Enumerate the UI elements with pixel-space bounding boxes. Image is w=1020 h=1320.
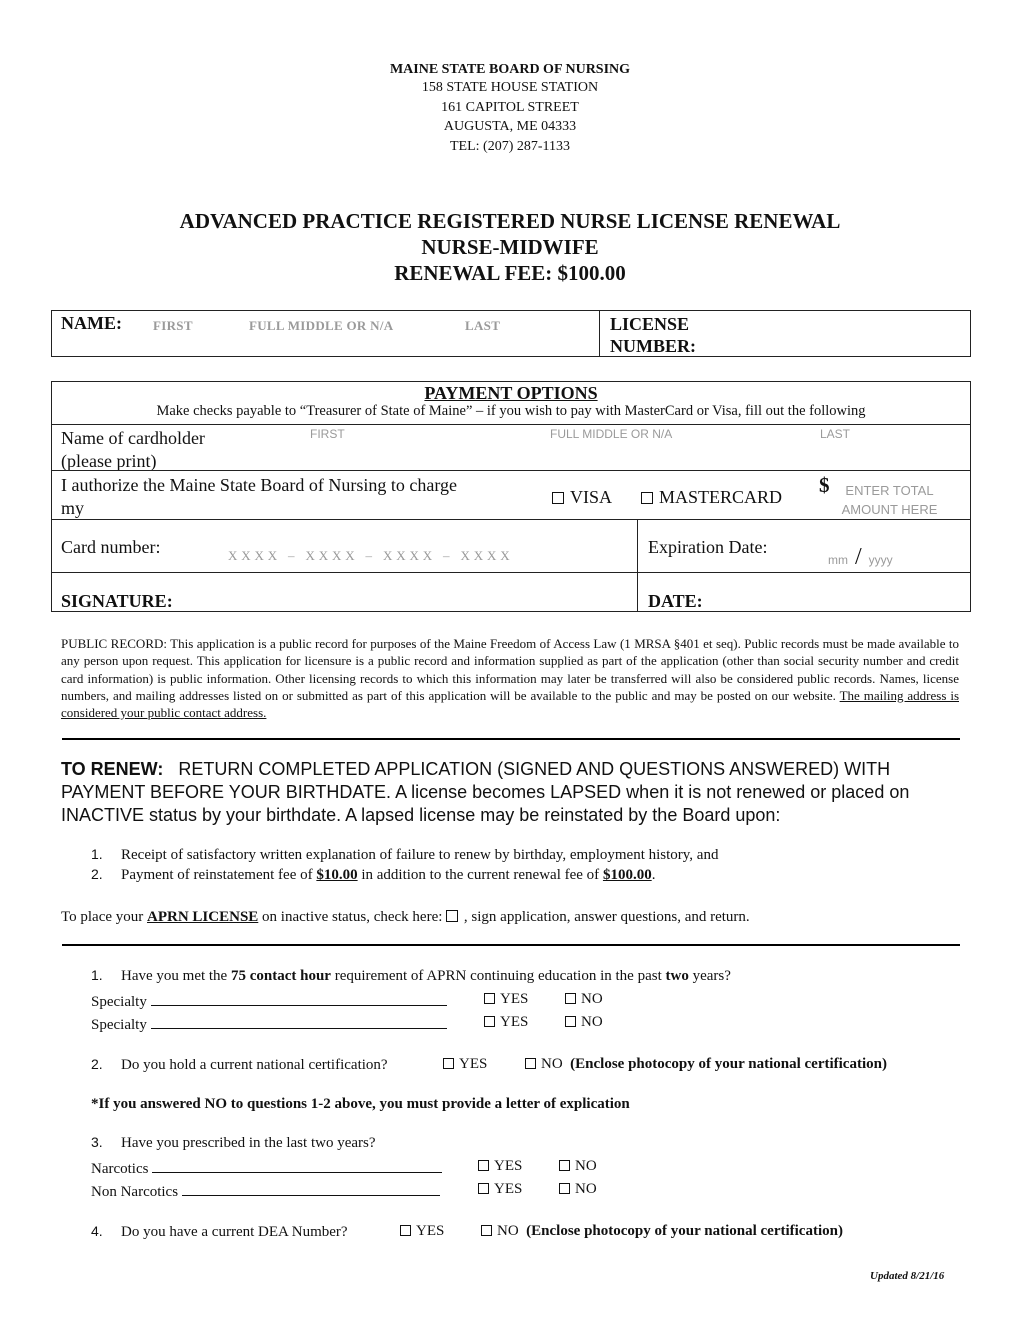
dollar-sign: $ xyxy=(819,473,830,497)
yes-label: YES xyxy=(494,1181,523,1197)
specialty-label: Specialty xyxy=(91,994,147,1010)
q1-text-mid: requirement of APRN continuing education in the past xyxy=(330,968,666,984)
question-1 xyxy=(91,967,731,985)
row-divider xyxy=(51,519,971,520)
cardholder-first-placeholder: FIRST xyxy=(310,427,345,441)
card-number-input[interactable]: X X X X – X X X X – X X X X – X X X X xyxy=(228,548,510,563)
no-checkbox[interactable] xyxy=(565,993,576,1004)
item-text: Payment of reinstatement fee of xyxy=(121,867,317,883)
specialty-2-yes[interactable] xyxy=(484,1014,528,1031)
authorize-line-2: my xyxy=(61,498,85,518)
renew-label: TO RENEW: xyxy=(61,759,164,779)
q2-yes[interactable] xyxy=(443,1056,487,1073)
renew-item-2 xyxy=(91,866,655,884)
title-line-2: NURSE-MIDWIFE xyxy=(421,235,599,259)
non-narcotics-row xyxy=(91,1181,440,1201)
form-title xyxy=(0,208,1020,286)
no-answer-note: *If you answered NO to questions 1-2 above, you must provide a letter of explication xyxy=(91,1096,630,1112)
row-divider xyxy=(51,470,971,471)
exp-month-placeholder: mm xyxy=(828,553,848,567)
specialty-input[interactable] xyxy=(151,1014,447,1029)
public-record-text: PUBLIC RECORD: This application is a public record for purposes of the Maine Freedom of Access Law (1 MRSA §401 et seq). Public records must be made available to any person upon request. This application for licensure is a public record and information supplied as part of the application (other than social security number and credit card information) is public information. Other licensing records to which this information may later be transferred will also be considered public records. Names, license numbers, and mailing addresses listed on or submitted as part of this application will be available to the public and may be posted on our website. xyxy=(61,636,959,703)
q4-text: Do you have a current DEA Number? xyxy=(121,1224,348,1240)
q1-bold: 75 contact hour xyxy=(230,968,331,984)
item-number: 1. xyxy=(91,846,103,862)
inactive-status-line xyxy=(61,909,750,926)
narcotics-no[interactable] xyxy=(559,1158,597,1175)
visa-option[interactable] xyxy=(552,487,612,508)
specialty-2-no[interactable] xyxy=(565,1014,603,1031)
q1-bold-2: two xyxy=(665,968,689,984)
question-2 xyxy=(91,1056,388,1074)
row-divider xyxy=(51,424,971,425)
expiration-label: Expiration Date: xyxy=(648,537,768,557)
question-3 xyxy=(91,1134,376,1152)
renew-text: RETURN COMPLETED APPLICATION (SIGNED AND QUESTIONS ANSWERED) WITH PAYMENT BEFORE YOUR BIRTHDATE. A license becomes LAPSED when it is not renewed or placed on INACTIVE status by your birthdate. A lapsed license may be reinstated by the Board upon: xyxy=(61,759,910,825)
yes-label: YES xyxy=(500,1014,529,1030)
inactive-pre: To place your xyxy=(61,909,148,925)
yes-checkbox[interactable] xyxy=(400,1225,411,1236)
non-narcotics-label: Non Narcotics xyxy=(91,1184,179,1200)
middle-placeholder: FULL MIDDLE OR N/A xyxy=(249,318,394,333)
item-number: 2. xyxy=(91,866,103,882)
title-line-1: ADVANCED PRACTICE REGISTERED NURSE LICENSE RENEWAL xyxy=(179,209,841,233)
visa-checkbox[interactable] xyxy=(552,492,564,504)
org-name: MAINE STATE BOARD OF NURSING xyxy=(389,62,631,77)
public-record-notice xyxy=(61,635,959,721)
no-label: NO xyxy=(575,1181,597,1197)
public-contact-note: The mailing address is considered your public contact address. xyxy=(61,687,959,721)
no-checkbox[interactable] xyxy=(481,1225,492,1236)
yes-label: YES xyxy=(459,1056,488,1072)
narcotics-yes[interactable] xyxy=(478,1158,522,1175)
specialty-label: Specialty xyxy=(91,1017,147,1033)
narcotics-input[interactable] xyxy=(152,1158,442,1173)
no-checkbox[interactable] xyxy=(525,1058,536,1069)
specialty-1-yes[interactable] xyxy=(484,991,528,1008)
no-checkbox[interactable] xyxy=(559,1183,570,1194)
signature-input[interactable] xyxy=(190,576,630,610)
signature-label: SIGNATURE: xyxy=(61,591,173,611)
exp-year-placeholder: yyyy xyxy=(868,553,893,567)
specialty-row-2 xyxy=(91,1014,447,1034)
mastercard-label: MASTERCARD xyxy=(659,487,783,507)
row-divider xyxy=(51,572,971,573)
date-label: DATE: xyxy=(648,591,703,611)
license-number-label xyxy=(610,313,696,357)
address-line-2: 161 CAPITOL STREET xyxy=(441,99,579,115)
mastercard-checkbox[interactable] xyxy=(641,492,653,504)
mastercard-option[interactable] xyxy=(641,487,782,508)
visa-label: VISA xyxy=(570,487,613,507)
yes-label: YES xyxy=(494,1158,523,1174)
specialty-1-no[interactable] xyxy=(565,991,603,1008)
license-label-1: LICENSE xyxy=(610,314,690,334)
q3-text: Have you prescribed in the last two years? xyxy=(121,1135,376,1151)
q4-note: (Enclose photocopy of your national certification) xyxy=(526,1223,843,1239)
yes-checkbox[interactable] xyxy=(443,1058,454,1069)
address-line-1: 158 STATE HOUSE STATION xyxy=(421,80,599,95)
updated-date: Updated 8/21/16 xyxy=(870,1270,945,1282)
question-number: 3. xyxy=(91,1134,103,1150)
column-divider xyxy=(637,519,638,612)
no-label: NO xyxy=(581,991,603,1007)
expiration-input[interactable] xyxy=(828,544,893,571)
question-4 xyxy=(91,1223,348,1241)
q2-text: Do you hold a current national certification? xyxy=(121,1057,388,1073)
narcotics-row xyxy=(91,1158,442,1178)
no-checkbox[interactable] xyxy=(559,1160,570,1171)
item-text-end: . xyxy=(651,867,656,883)
divider xyxy=(599,310,600,357)
specialty-input[interactable] xyxy=(151,991,447,1006)
payment-heading: PAYMENT OPTIONS xyxy=(424,383,598,403)
first-placeholder: FIRST xyxy=(153,318,193,333)
license-label-2: NUMBER: xyxy=(610,336,696,356)
cardholder-middle-placeholder: FULL MIDDLE OR N/A xyxy=(550,427,673,441)
inactive-checkbox[interactable] xyxy=(446,910,458,922)
no-label: NO xyxy=(497,1223,519,1239)
address-city: AUGUSTA, ME 04333 xyxy=(443,119,577,134)
question-number: 4. xyxy=(91,1223,103,1239)
question-number: 2. xyxy=(91,1056,103,1072)
yes-checkbox[interactable] xyxy=(484,993,495,1004)
name-label: NAME: xyxy=(61,313,122,333)
q1-text-end: years? xyxy=(688,968,731,984)
cardholder-label-2: (please print) xyxy=(61,451,157,471)
non-narcotics-no[interactable] xyxy=(559,1181,597,1198)
item-text-mid: in addition to the current renewal fee of xyxy=(357,867,603,883)
q2-no[interactable] xyxy=(525,1056,887,1073)
payment-heading-wrap xyxy=(51,383,971,420)
cardholder-label-1: Name of cardholder xyxy=(61,428,205,448)
renewal-fee: RENEWAL FEE: $100.00 xyxy=(394,261,626,285)
total-amount-input[interactable] xyxy=(832,481,947,519)
no-label: NO xyxy=(541,1056,563,1072)
no-label: NO xyxy=(575,1158,597,1174)
authorize-line-1: I authorize the Maine State Board of Nursing to charge xyxy=(61,475,458,495)
inactive-mid: on inactive status, check here: xyxy=(258,909,447,925)
aprn-license-text: APRN LICENSE xyxy=(147,909,259,925)
yes-checkbox[interactable] xyxy=(484,1016,495,1027)
yes-label: YES xyxy=(500,991,529,1007)
cardholder-label xyxy=(61,427,205,473)
total-placeholder-1: ENTER TOTAL xyxy=(845,483,934,498)
q1-text: Have you met the xyxy=(121,968,231,984)
q4-no[interactable] xyxy=(481,1223,843,1240)
yes-checkbox[interactable] xyxy=(478,1160,489,1171)
telephone: TEL: (207) 287-1133 xyxy=(449,138,570,154)
section-rule xyxy=(62,738,960,740)
no-label: NO xyxy=(581,1014,603,1030)
no-checkbox[interactable] xyxy=(565,1016,576,1027)
q2-note: (Enclose photocopy of your national certification) xyxy=(570,1056,887,1072)
total-placeholder-2: AMOUNT HERE xyxy=(841,502,938,517)
license-number-input[interactable] xyxy=(720,318,965,354)
question-number: 1. xyxy=(91,967,103,983)
date-input[interactable] xyxy=(715,576,965,610)
q4-yes[interactable] xyxy=(400,1223,444,1240)
exp-slash: / xyxy=(855,544,862,570)
authorize-text xyxy=(61,474,457,520)
renew-instructions xyxy=(61,758,961,827)
inactive-post: , sign application, answer questions, and return. xyxy=(460,909,750,925)
letterhead xyxy=(0,62,1020,156)
item-text: Receipt of satisfactory written explanation of failure to renew by birthday, employment history, and xyxy=(121,847,719,863)
section-rule xyxy=(62,944,960,946)
renew-item-1 xyxy=(91,846,718,864)
renewal-fee-amount: $100.00 xyxy=(602,867,652,883)
payment-instructions: Make checks payable to “Treasurer of State of Maine” – if you wish to pay with MasterCard or Visa, fill out the following xyxy=(156,403,866,419)
card-number-label: Card number: xyxy=(61,537,161,557)
reinstatement-fee: $10.00 xyxy=(316,867,358,883)
non-narcotics-yes[interactable] xyxy=(478,1181,522,1198)
cardholder-last-placeholder: LAST xyxy=(820,427,851,441)
last-placeholder: LAST xyxy=(465,318,501,333)
yes-checkbox[interactable] xyxy=(478,1183,489,1194)
yes-label: YES xyxy=(416,1223,445,1239)
narcotics-label: Narcotics xyxy=(91,1161,149,1177)
non-narcotics-input[interactable] xyxy=(182,1181,440,1196)
specialty-row-1 xyxy=(91,991,447,1011)
